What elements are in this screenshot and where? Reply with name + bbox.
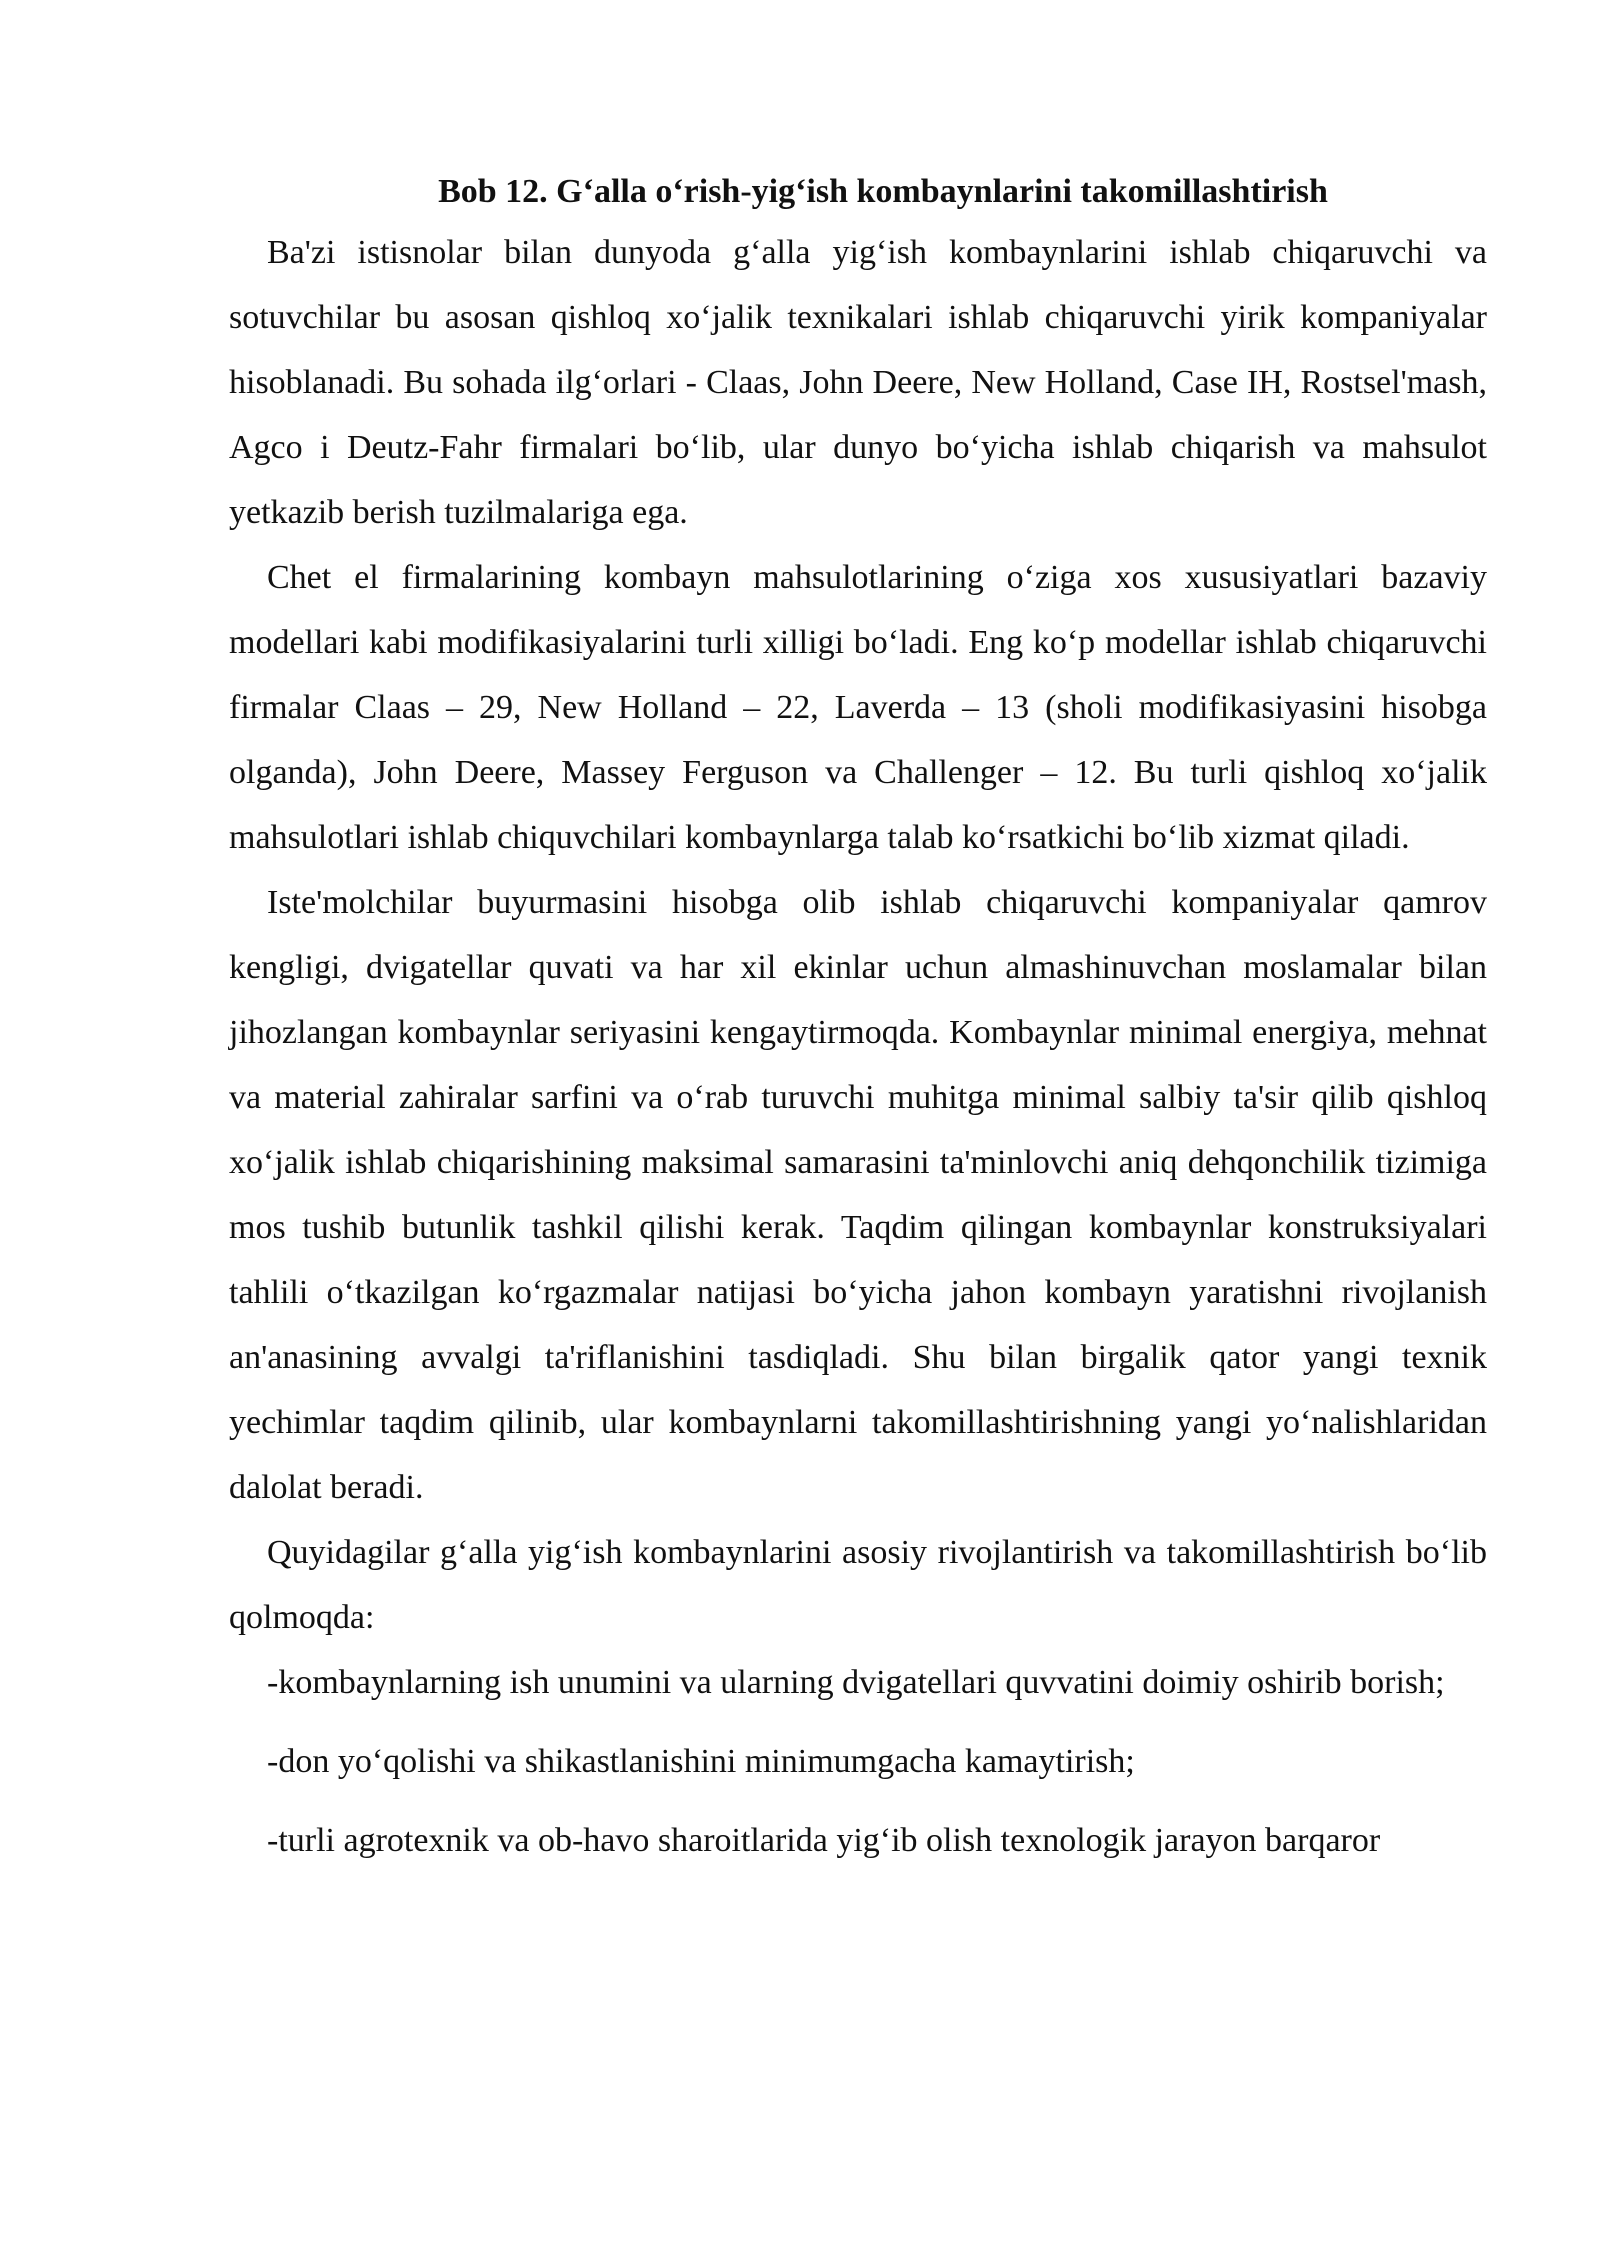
paragraph: Iste'molchilar buyurmasini hisobga olib ishlab chiqaruvchi kompaniyalar qamrov kengligi, dvigatellar quvati va har xil ekinlar uchun almashinuvchan moslamalar bilan jihozlangan kombaynlar seriyasini kengaytirmoqda. Kombaynlar minimal energiya, mehnat va material zahiralar sarfini va o‘rab turuvchi muhitga minimal salbiy ta'sir qilib qishloq xo‘jalik ishlab chiqarishining maksimal samarasini ta'minlovchi aniq dehqonchilik tizimiga mos tushib butunlik tashkil qilishi kerak. Taqdim qilingan kombaynlar konstruksiyalari tahlili o‘tkazilgan ko‘rgazmalar natijasi bo‘yicha jahon kombayn yaratishni rivojlanish an'anasining avvalgi ta'riflanishini tasdiqladi. Shu bilan birgalik qator yangi texnik yechimlar taqdim qilinib, ular kombaynlarni takomillashtirishning yangi yo‘nalishlaridan dalolat beradi. bbox=[229, 884, 1487, 1506]
list-item: -kombaynlarning ish unumini va ularning dvigatellari quvvatini doimiy oshirib borish; bbox=[267, 1664, 1445, 1701]
chapter-title: Bob 12. G‘alla o‘rish-yig‘ish kombaynlarini takomillashtirish bbox=[438, 173, 1328, 210]
list-item: -turli agrotexnik va ob-havo sharoitlarida yig‘ib olish texnologik jarayon barqaror bbox=[267, 1822, 1381, 1859]
paragraph: Chet el firmalarining kombayn mahsulotlarining o‘ziga xos xususiyatlari bazaviy modellari kabi modifikasiyalarini turli xilligi bo‘ladi. Eng ko‘p modellar ishlab chiqaruvchi firmalar Claas – 29, New Holland – 22, Laverda – 13 (sholi modifikasiyasini hisobga olganda), John Deere, Massey Ferguson va Challenger – 12. Bu turli qishloq xo‘jalik mahsulotlari ishlab chiquvchilari kombaynlarga talab ko‘rsatkichi bo‘lib xizmat qiladi. bbox=[229, 559, 1487, 856]
paragraph: Ba'zi istisnolar bilan dunyoda g‘alla yig‘ish kombaynlarini ishlab chiqaruvchi va sotuvchilar bu asosan qishloq xo‘jalik texnikalari ishlab chiqaruvchi yirik kompaniyalar hisoblanadi. Bu sohada ilg‘orlari - Claas, John Deere, New Holland, Case IH, Rostsel'mash, Agco i Deutz-Fahr firmalari bo‘lib, ular dunyo bo‘yicha ishlab chiqarish va mahsulot yetkazib berish tuzilmalariga ega. bbox=[229, 234, 1487, 531]
paragraph: Quyidagilar g‘alla yig‘ish kombaynlarini asosiy rivojlantirish va takomillashtirish bo‘lib qolmoqda: bbox=[229, 1534, 1487, 1636]
document-body bbox=[229, 164, 1487, 1873]
list-item: -don yo‘qolishi va shikastlanishini minimumgacha kamaytirish; bbox=[267, 1743, 1135, 1780]
